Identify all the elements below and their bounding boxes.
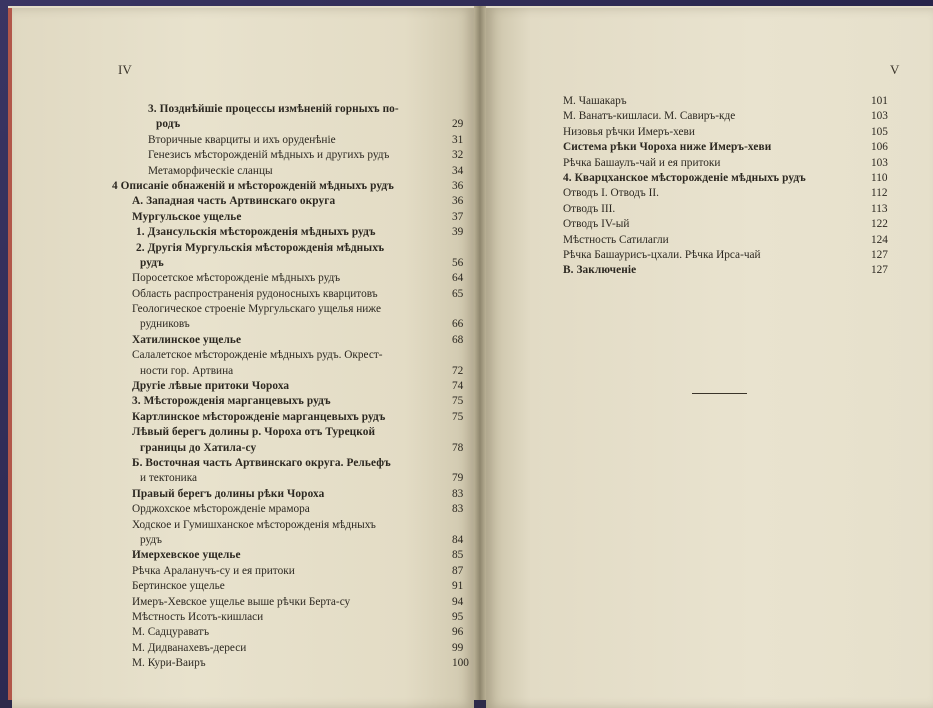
toc-entry xyxy=(112,394,474,409)
toc-entry-page: 36 xyxy=(452,179,464,192)
toc-entry-page: 94 xyxy=(452,595,464,608)
toc-entry-title: Б. Восточная часть Артвинскаго округа. Рельефъ xyxy=(132,456,391,469)
toc-entry xyxy=(563,140,905,155)
toc-entry-page: 113 xyxy=(871,202,888,215)
toc-entry xyxy=(563,263,905,278)
toc-entry-title: Имеръ-Хевское ущелье выше рѣчки Берта-су xyxy=(132,595,351,608)
toc-entry-title: Мѣстность Сатилагли xyxy=(563,233,669,246)
toc-entry xyxy=(112,287,474,302)
toc-entry-title: Рѣчка Башаурисъ-цхали. Рѣчка Ирса-чай xyxy=(563,248,761,261)
toc-entry-title: Поросетское мѣсторожденiе мѣдныхъ рудъ xyxy=(132,272,341,285)
toc-entry xyxy=(112,194,474,209)
toc-entry-page: 84 xyxy=(452,533,464,546)
toc-entry-page: 75 xyxy=(452,395,464,408)
toc-entry-page: 103 xyxy=(871,110,888,123)
toc-entry-page: 74 xyxy=(452,380,464,393)
toc-entry-title: А. Западная часть Артвинскаго округа xyxy=(132,195,336,208)
right-toc-list xyxy=(563,94,905,279)
toc-entry-title: и тектоника xyxy=(140,472,198,485)
toc-entry-title: М. Садцураватъ xyxy=(132,626,210,639)
toc-entry-page: 105 xyxy=(871,125,888,138)
toc-entry-title: Ходское и Гумишханское мѣсторожденiя мѣдныхъ xyxy=(132,518,376,531)
toc-entry xyxy=(112,410,474,425)
toc-entry-title: ности гор. Артвина xyxy=(140,364,234,377)
toc-entry-title: 4 Описанiе обнаженiй и мѣсторожденiй мѣдныхъ рудъ xyxy=(112,179,394,192)
toc-entry-title: Салалетское мѣсторожденiе мѣдныхъ рудъ. Окрест- xyxy=(132,349,383,362)
toc-entry xyxy=(563,217,905,232)
toc-entry-title: Геологическое строенiе Мургульскаго ущелья ниже xyxy=(132,303,381,316)
toc-entry-page: 34 xyxy=(452,164,464,177)
book-gutter xyxy=(474,6,486,700)
toc-entry-page: 79 xyxy=(452,472,464,485)
toc-entry xyxy=(112,164,474,179)
toc-entry-page: 37 xyxy=(452,210,464,223)
toc-entry-page: 122 xyxy=(871,218,888,231)
toc-entry xyxy=(563,233,905,248)
toc-entry xyxy=(112,502,474,517)
toc-entry-title: Рѣчка Башаулъ-чай и ея притоки xyxy=(563,156,721,169)
toc-entry-page: 83 xyxy=(452,503,464,516)
toc-entry-page: 56 xyxy=(452,256,464,269)
toc-entry-page: 31 xyxy=(452,133,464,146)
toc-entry-title: рудниковъ xyxy=(140,318,190,331)
toc-entry xyxy=(112,379,474,394)
toc-entry xyxy=(112,441,474,456)
right-page-number: V xyxy=(890,62,900,77)
toc-entry-title: Рѣчка Араланучъ-су и ея притоки xyxy=(132,564,295,577)
toc-entry xyxy=(112,471,474,486)
toc-entry xyxy=(112,487,474,502)
toc-entry xyxy=(563,171,905,186)
toc-entry-page: 29 xyxy=(452,118,464,131)
toc-entry-page: 127 xyxy=(871,264,888,277)
toc-entry-title: Лѣвый берегъ долины р. Чороха отъ Турецкой xyxy=(132,426,376,439)
toc-entry-title: М. Кури-Ваиръ xyxy=(132,657,206,670)
toc-entry-title: Хатилинское ущелье xyxy=(132,333,242,346)
toc-entry-page: 101 xyxy=(871,95,888,107)
toc-entry-title: рудъ xyxy=(140,533,163,546)
toc-entry-page: 87 xyxy=(452,564,464,577)
toc-entry xyxy=(112,564,474,579)
toc-entry xyxy=(112,425,474,440)
toc-entry-title: 3. Позднѣйшiе процессы измѣненiй горныхъ по- xyxy=(148,103,399,115)
toc-entry xyxy=(112,302,474,317)
toc-entry-page: 127 xyxy=(871,248,888,261)
toc-entry-title: Генезисъ мѣсторожденiй мѣдныхъ и другихъ рудъ xyxy=(148,149,390,162)
toc-entry xyxy=(112,102,474,117)
toc-entry-page: 68 xyxy=(452,333,464,346)
toc-entry-page: 85 xyxy=(452,549,464,562)
toc-entry-title: Вторичные кварциты и ихъ оруденѣнiе xyxy=(148,133,336,146)
toc-entry-page: 103 xyxy=(871,156,888,169)
toc-entry xyxy=(112,117,474,132)
toc-entry xyxy=(112,610,474,625)
toc-entry-title: границы до Хатила-су xyxy=(140,441,257,454)
toc-entry xyxy=(563,125,905,140)
toc-entry-title: 4. Кварцханское мѣсторожденiе мѣдныхъ рудъ xyxy=(563,171,806,184)
left-page-number: IV xyxy=(118,62,132,77)
toc-entry-page: 95 xyxy=(452,610,464,623)
toc-entry-page: 78 xyxy=(452,441,464,454)
toc-entry xyxy=(112,625,474,640)
toc-entry-title: М. Дидванахевъ-дереси xyxy=(132,641,247,654)
toc-entry-title: 2. Другiя Мургульскiя мѣсторожденiя мѣдныхъ xyxy=(136,241,385,254)
left-toc-list xyxy=(112,102,474,671)
toc-entry-page: 72 xyxy=(452,364,464,377)
toc-entry-title: 3. Мѣсторожденiя марганцевыхъ рудъ xyxy=(132,395,331,408)
toc-entry xyxy=(112,133,474,148)
toc-entry xyxy=(112,656,474,671)
toc-entry-title: М. Чашакаръ xyxy=(563,95,627,107)
toc-entry xyxy=(112,271,474,286)
toc-entry xyxy=(112,241,474,256)
toc-entry-title: Отводъ I. Отводъ II. xyxy=(563,187,659,200)
toc-entry xyxy=(112,317,474,332)
toc-entry-title: Мургульское ущелье xyxy=(132,210,242,223)
toc-entry xyxy=(563,186,905,201)
toc-entry xyxy=(112,210,474,225)
toc-entry xyxy=(112,518,474,533)
toc-entry xyxy=(112,641,474,656)
toc-entry xyxy=(112,225,474,240)
toc-entry-title: Система рѣки Чороха ниже Имеръ-хеви xyxy=(563,141,772,154)
toc-entry xyxy=(112,456,474,471)
toc-entry xyxy=(112,148,474,163)
toc-entry-page: 91 xyxy=(452,580,464,593)
toc-entry-page: 64 xyxy=(452,272,464,285)
toc-entry-page: 110 xyxy=(871,171,888,184)
toc-entry xyxy=(563,202,905,217)
toc-entry-title: Имерхевское ущелье xyxy=(132,549,241,562)
toc-entry-page: 36 xyxy=(452,195,464,208)
toc-entry-page: 124 xyxy=(871,233,888,246)
toc-entry-title: Другiе лѣвые притоки Чороха xyxy=(132,380,290,393)
toc-entry xyxy=(112,595,474,610)
toc-entry-title: В. Заключенiе xyxy=(563,264,637,277)
toc-entry-title: родъ xyxy=(156,118,181,131)
toc-entry-title: Область распространенiя рудоносныхъ кварцитовъ xyxy=(132,287,378,300)
toc-entry xyxy=(112,256,474,271)
closing-rule xyxy=(692,393,747,394)
toc-entry xyxy=(112,548,474,563)
toc-entry-page: 96 xyxy=(452,626,464,639)
toc-entry-title: Отводъ III. xyxy=(563,202,616,215)
toc-entry xyxy=(112,333,474,348)
toc-entry-title: Метаморфическiе сланцы xyxy=(148,164,273,177)
toc-entry-page: 100 xyxy=(452,657,469,670)
toc-entry xyxy=(112,348,474,363)
toc-entry-page: 112 xyxy=(871,187,888,200)
toc-entry-page: 83 xyxy=(452,487,464,500)
toc-entry-title: 1. Дзансульскiя мѣсторожденiя мѣдныхъ рудъ xyxy=(136,226,376,239)
toc-entry-page: 39 xyxy=(452,226,464,239)
toc-entry-title: Картлинское мѣсторожденiе марганцевыхъ рудъ xyxy=(132,410,386,423)
toc-entry-title: Низовья рѣчки Имеръ-хеви xyxy=(563,125,695,138)
toc-entry xyxy=(563,248,905,263)
toc-entry-title: Орджохское мѣсторожденiе мрамора xyxy=(132,503,310,516)
toc-entry-page: 99 xyxy=(452,641,464,654)
toc-entry-title: М. Ванатъ-кишласи. М. Савиръ-кде xyxy=(563,110,736,123)
toc-entry xyxy=(112,579,474,594)
toc-entry-title: Бертинское ущелье xyxy=(132,580,225,593)
toc-entry-page: 106 xyxy=(871,141,888,154)
toc-entry-title: Мѣстность Исотъ-кишласи xyxy=(132,610,264,623)
toc-entry xyxy=(563,109,905,124)
toc-entry xyxy=(112,179,474,194)
toc-entry-title: Отводъ IV-ый xyxy=(563,218,630,231)
toc-entry xyxy=(563,94,905,109)
toc-entry xyxy=(112,533,474,548)
toc-entry-page: 65 xyxy=(452,287,464,300)
toc-entry-page: 75 xyxy=(452,410,464,423)
toc-entry xyxy=(563,156,905,171)
toc-entry-title: Правый берегъ долины рѣки Чороха xyxy=(132,487,325,500)
toc-entry-page: 66 xyxy=(452,318,464,331)
toc-entry-page: 32 xyxy=(452,149,464,162)
toc-entry xyxy=(112,364,474,379)
toc-entry-title: рудъ xyxy=(140,256,164,269)
